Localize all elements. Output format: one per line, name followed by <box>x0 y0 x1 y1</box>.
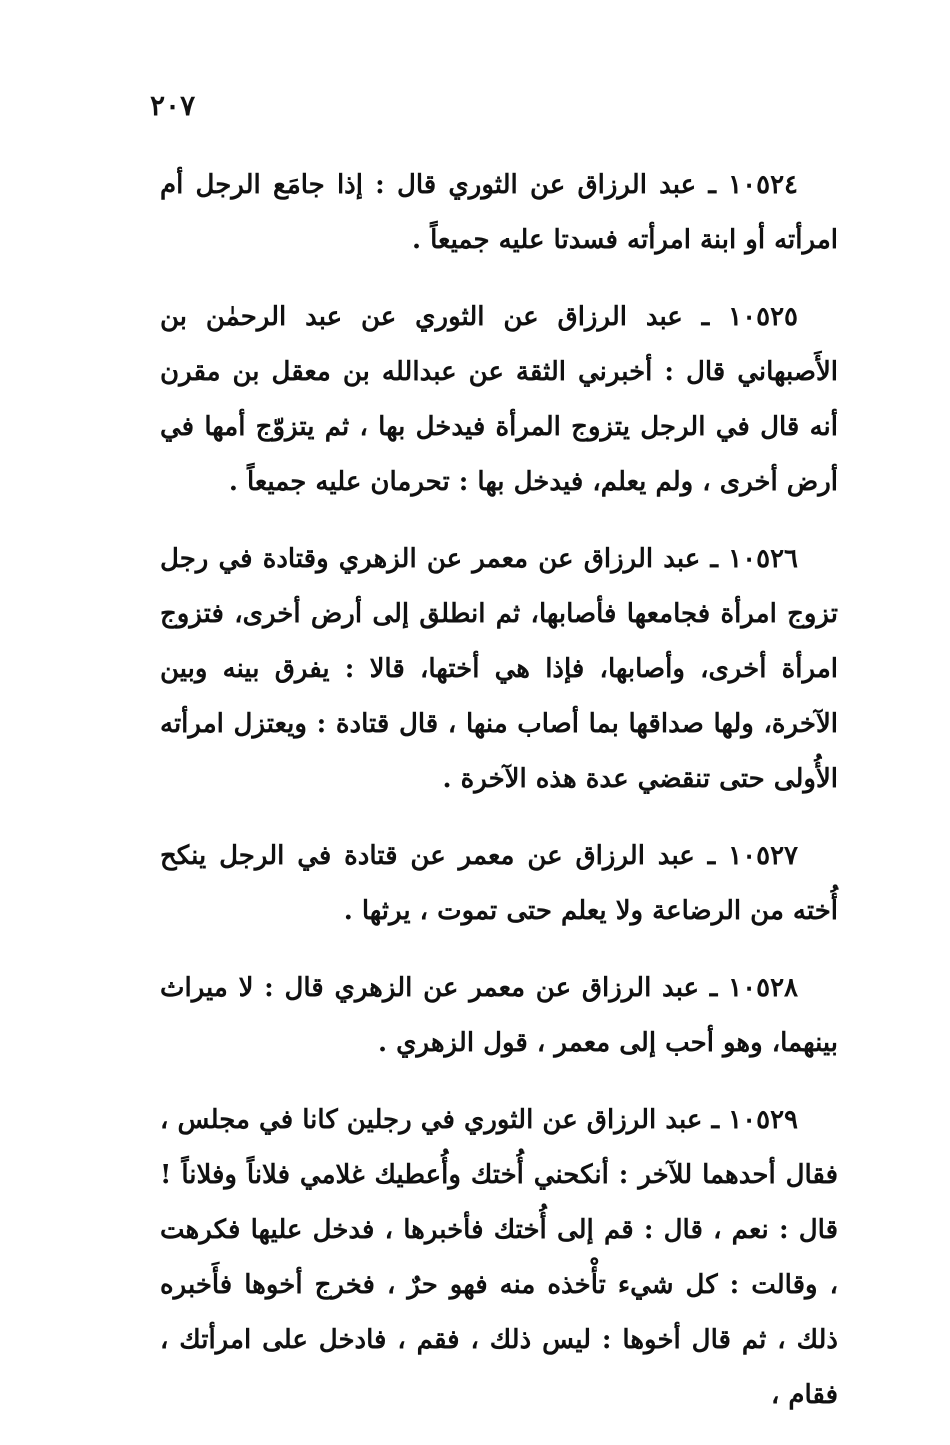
hadith-entry-10529: ١٠٥٢٩ ـ عبد الرزاق عن الثوري في رجلين كانا في مجلس ، فقال أحدهما للآخر : أنكحني أُختك وأُعطيك غلامي فلاناً وفلاناً ! قال : نعم ، قال : قم إلى أُختك فأخبرها ، فدخل عليها فكرهت ، وقالت : كل شيء تأْخذه منه فهو حرٌ ، فخرج أخوها فأَخبره ذلك ، ثم قال أخوها : ليس ذلك ، فقم ، فادخل على امرأتك ، فقام ، <box>160 1105 838 1410</box>
hadith-entry-10525: ١٠٥٢٥ ـ عبد الرزاق عن الثوري عن عبد الرحمٰن بن الأَصبهاني قال : أخبرني الثقة عن عبدالله بن معقل بن مقرن أنه قال في الرجل يتزوج المرأة فيدخل بها ، ثم يتزوّج أمها في أرض أخرى ، ولم يعلم، فيدخل بها : تحرمان عليه جميعاً . <box>160 302 838 497</box>
hadith-entry-10526: ١٠٥٢٦ ـ عبد الرزاق عن معمر عن الزهري وقتادة في رجل تزوج امرأة فجامعها فأصابها، ثم انطلق إلى أرض أخرى، فتزوج امرأة أخرى، وأصابها، فإذا هي أختها، قالا : يفرق بينه وبين الآخرة، ولها صداقها بما أصاب منها ، قال قتادة : ويعتزل امرأته الأُولى حتى تنقضي عدة هذه الآخرة . <box>160 544 838 794</box>
hadith-entry-10527: ١٠٥٢٧ ـ عبد الرزاق عن معمر عن قتادة في الرجل ينكح أُخته من الرضاعة ولا يعلم حتى تموت ، يرثها . <box>160 841 838 926</box>
hadith-entry-10524: ١٠٥٢٤ ـ عبد الرزاق عن الثوري قال : إذا جامَع الرجل أم امرأته أو ابنة امرأته فسدتا عليه جميعاً . <box>160 170 838 255</box>
page-body <box>160 158 838 1445</box>
hadith-entry-10528: ١٠٥٢٨ ـ عبد الرزاق عن معمر عن الزهري قال : لا ميراث بينهما، وهو أحب إلى معمر ، قول الزهري . <box>160 973 838 1058</box>
page-number: ٢٠٧ <box>150 89 196 122</box>
